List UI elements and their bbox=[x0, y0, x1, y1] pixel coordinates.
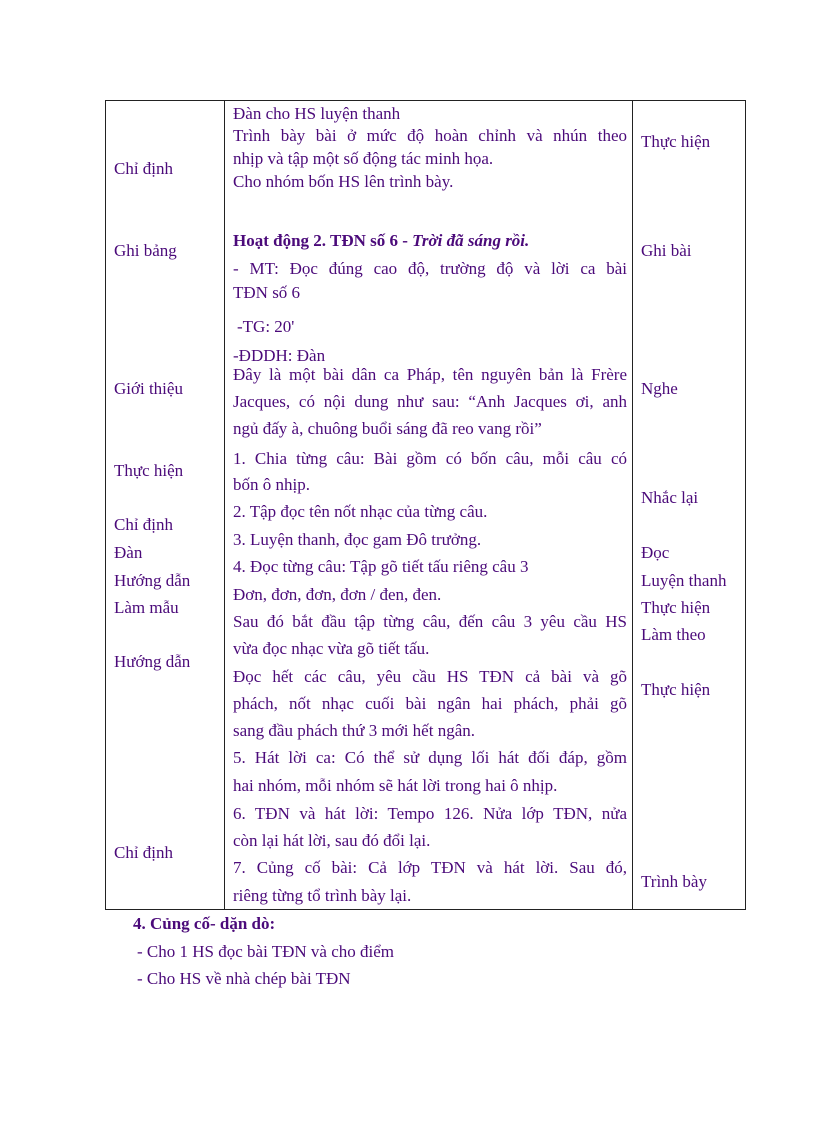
content-line: bốn ô nhịp. bbox=[233, 475, 310, 494]
content-line: Đây là một bài dân ca Pháp, tên nguyên bản là Frère bbox=[233, 365, 627, 384]
content-line: - MT: Đọc đúng cao độ, trường độ và lời ca bài bbox=[233, 259, 627, 278]
student-activity: Trình bày bbox=[641, 872, 707, 891]
song-title: Trời đã sáng rồi. bbox=[412, 231, 530, 250]
section-heading: 4. Củng cố- dặn dò: bbox=[133, 914, 276, 933]
content-line: nhịp và tập một số động tác minh họa. bbox=[233, 149, 494, 168]
lesson-table bbox=[105, 100, 746, 910]
teacher-activity: Chỉ định bbox=[114, 159, 174, 178]
teacher-activity: Chỉ định bbox=[114, 515, 174, 534]
content-line: vừa đọc nhạc vừa gõ tiết tấu. bbox=[233, 639, 430, 658]
activity-2-heading bbox=[233, 230, 627, 252]
student-activity: Ghi bài bbox=[641, 241, 692, 260]
content-line: ngủ đấy à, chuông buổi sáng đã reo vang rồi” bbox=[233, 419, 542, 438]
teacher-activity: Hướng dẫn bbox=[114, 652, 191, 671]
footer-item: - Cho HS về nhà chép bài TĐN bbox=[137, 969, 351, 988]
student-activity: Thực hiện bbox=[641, 680, 711, 699]
content-line: phách, nốt nhạc cuối bài ngân hai phách, phải gõ bbox=[233, 694, 627, 713]
content-line: 6. TĐN và hát lời: Tempo 126. Nửa lớp TĐN, nửa bbox=[233, 804, 627, 823]
content-line: riêng từng tổ trình bày lại. bbox=[233, 886, 412, 905]
teacher-activity: Làm mẫu bbox=[114, 598, 179, 617]
content-line: 1. Chia từng câu: Bài gồm có bốn câu, mỗi câu có bbox=[233, 449, 627, 468]
content-line: hai nhóm, mỗi nhóm sẽ hát lời trong hai ô nhịp. bbox=[233, 776, 558, 795]
student-activity: Thực hiện bbox=[641, 598, 711, 617]
student-activity: Nhắc lại bbox=[641, 488, 699, 507]
content-line: Đàn cho HS luyện thanh bbox=[233, 104, 401, 123]
content-line: sang đầu phách thứ 3 mới hết ngân. bbox=[233, 721, 475, 740]
teacher-activity: Giới thiệu bbox=[114, 379, 183, 398]
content-line: Jacques, có nội dung như sau: “Anh Jacques ơi, anh bbox=[233, 392, 627, 411]
column-divider-2 bbox=[632, 101, 633, 909]
teacher-activity: Ghi bảng bbox=[114, 241, 177, 260]
content-line: TĐN số 6 bbox=[233, 283, 301, 302]
content-line: 4. Đọc từng câu: Tập gõ tiết tấu riêng câu 3 bbox=[233, 557, 529, 576]
student-activity: Làm theo bbox=[641, 625, 706, 644]
content-line: Sau đó bắt đầu tập từng câu, đến câu 3 yêu cầu HS bbox=[233, 612, 627, 631]
content-line: -TG: 20' bbox=[237, 317, 295, 336]
content-line: Đọc hết các câu, yêu cầu HS TĐN cả bài và gõ bbox=[233, 667, 627, 686]
content-line: 3. Luyện thanh, đọc gam Đô trưởng. bbox=[233, 530, 482, 549]
content-line: 5. Hát lời ca: Có thể sử dụng lối hát đối đáp, gồm bbox=[233, 748, 627, 767]
student-activity: Đọc bbox=[641, 543, 670, 562]
footer-item: - Cho 1 HS đọc bài TĐN và cho điểm bbox=[137, 942, 395, 961]
content-line: Đơn, đơn, đơn, đơn / đen, đen. bbox=[233, 585, 442, 604]
teacher-activity: Đàn bbox=[114, 543, 143, 562]
content-line: 7. Củng cố bài: Cả lớp TĐN và hát lời. Sau đó, bbox=[233, 858, 627, 877]
student-activity: Nghe bbox=[641, 379, 678, 398]
content-line: Trình bày bài ở mức độ hoàn chỉnh và nhún theo bbox=[233, 126, 627, 145]
content-line: -ĐDDH: Đàn bbox=[233, 346, 326, 365]
content-line: còn lại hát lời, sau đó đổi lại. bbox=[233, 831, 431, 850]
activity-2-prefix: Hoạt động 2. TĐN số 6 - bbox=[233, 231, 413, 250]
student-activity: Luyện thanh bbox=[641, 571, 727, 590]
content-line: Cho nhóm bốn HS lên trình bày. bbox=[233, 172, 454, 191]
column-divider-1 bbox=[224, 101, 225, 909]
teacher-activity: Thực hiện bbox=[114, 461, 184, 480]
teacher-activity: Hướng dẫn bbox=[114, 571, 191, 590]
content-line: 2. Tập đọc tên nốt nhạc của từng câu. bbox=[233, 502, 488, 521]
teacher-activity: Chỉ định bbox=[114, 843, 174, 862]
student-activity: Thực hiện bbox=[641, 132, 711, 151]
